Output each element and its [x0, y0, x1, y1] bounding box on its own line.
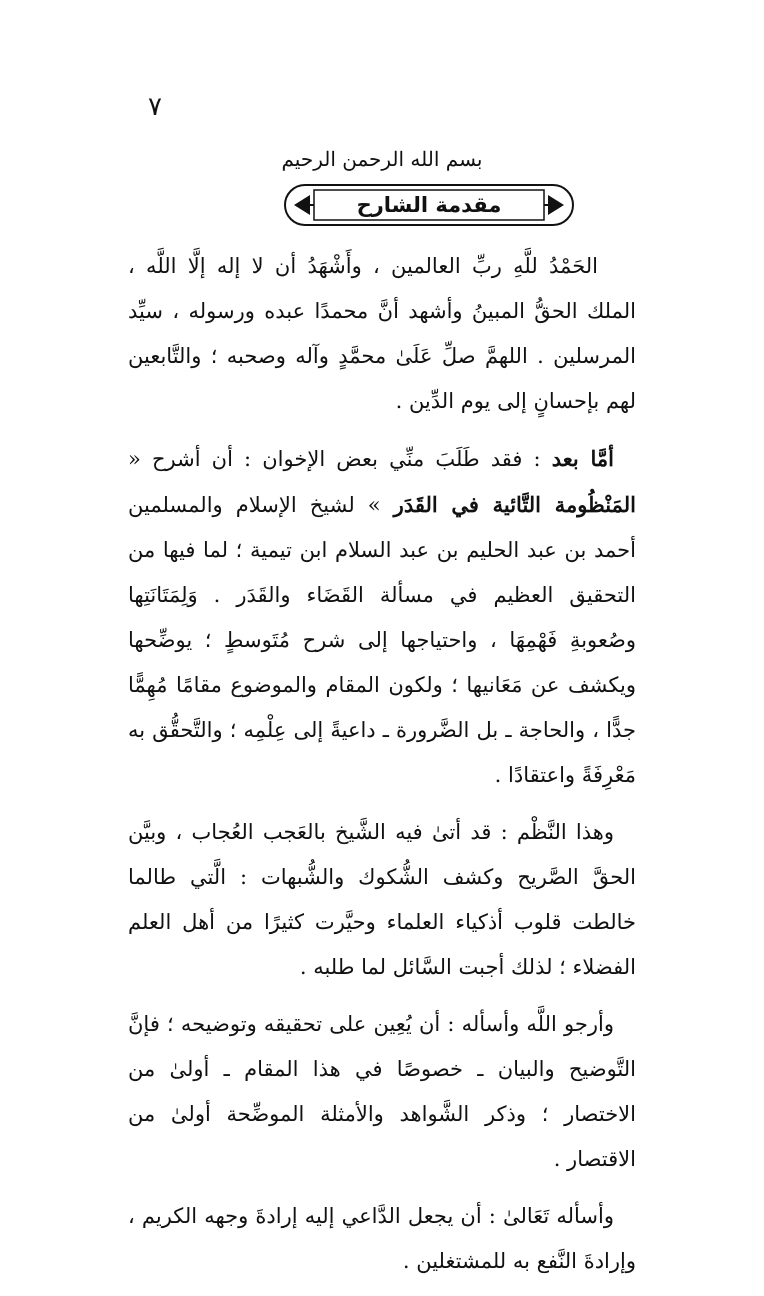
- paragraph-4: وأرجو اللَّه وأسأله : أن يُعِين على تحقيقه وتوضيحه ؛ فإنَّ التَّوضيح والبيان ـ خصوصًا في هذا المقام ـ أولىٰ من الاختصار ؛ وذكر الشَّواهد والأمثلة الموضِّحة أولىٰ من الاقتصار .: [128, 1012, 636, 1171]
- paragraph-1: الحَمْدُ للَّهِ ربِّ العالمين ، وأَشْهَدُ أن لا إله إلَّا اللَّه ، الملك الحقُّ المبينُ وأشهد أنَّ محمدًا عبده ورسوله ، سيِّد المرسلين . اللهمَّ صلِّ عَلَىٰ محمَّدٍ وآله وصحبه ؛ والتَّابعين لهم بإحسانٍ إلى يوم الدِّين .: [128, 254, 636, 413]
- paragraph-2-text-b: » لشيخ الإسلام والمسلمين أحمد بن عبد الحليم بن عبد السلام ابن تيمية ؛ لما فيها من التحقيق العظيم في مسألة القَضَاء والقَدَر . وَلِمَتَانَتِها وصُعوبةِ فَهْمِهَا ، واحتياجها إلى شرح مُتَوسطٍ ؛ يوضِّحها ويكشف عن مَعَانيها ؛ ولكون المقام والموضوع مقامًا مُهِمًّا جدًّا ، والحاجة ـ بل الضَّرورة ـ داعيةً إلى عِلْمِه ؛ والتَّحقُّق به مَعْرِفَةً واعتقادًا .: [128, 493, 636, 787]
- section-title-banner: [284, 184, 574, 226]
- body-text: [128, 244, 636, 1296]
- paragraph-2-lead: أمَّا بعد: [551, 446, 614, 471]
- page-number: ٧: [148, 92, 162, 122]
- paragraph-2: [128, 436, 636, 798]
- paragraph-2-text-a: : فقد طَلَبَ منِّي بعض الإخوان : أن أشرح «: [128, 447, 552, 471]
- paragraph-5: وأسأله تَعَالىٰ : أن يجعل الدَّاعي إليه إرادةَ وجهه الكريم ، وإرادةَ النَّفع به للمشتغلين .: [128, 1204, 636, 1273]
- basmala: بسم الله الرحمن الرحيم: [281, 147, 483, 171]
- section-title: مقدمة الشارح: [356, 193, 502, 217]
- poem-title: المَنْظُومة التَّائية في القَدَر: [393, 492, 636, 517]
- paragraph-3: وهذا النَّظْم : قد أتىٰ فيه الشَّيخ بالعَجب العُجاب ، وبيَّن الحقَّ الصَّريح وكشف الشُّكوك والشُّبهات : الَّتي طالما خالطت قلوب أذكياء العلماء وحيَّرت كثيرًا من أهل العلم الفضلاء ؛ لذلك أجبت السَّائل لما طلبه .: [128, 820, 636, 979]
